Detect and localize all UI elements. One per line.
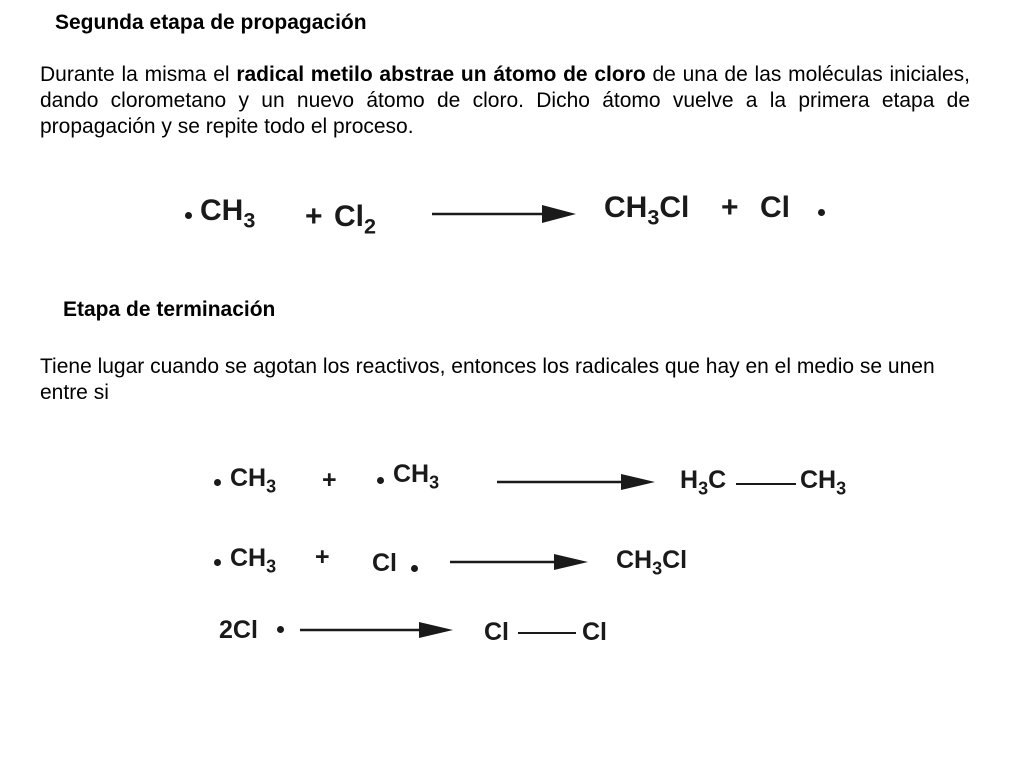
section-title-propagation: Segunda etapa de propagación	[55, 11, 367, 34]
radical-dot	[377, 477, 384, 484]
radical-dot	[411, 565, 418, 572]
radical-dot	[185, 212, 192, 219]
radical-dot	[214, 559, 221, 566]
reactant-methyl-radical: $CH_3$	[230, 464, 277, 497]
reactant-chlorine-radical: Cl	[372, 549, 397, 577]
single-bond	[736, 483, 796, 485]
product-chlorine-radical: Cl	[760, 191, 790, 224]
reaction-arrow-icon	[432, 202, 582, 226]
reactant-methyl-radical: $CH_3$	[200, 194, 256, 233]
radical-dot	[277, 626, 284, 633]
reactant-chlorine: $Cl_2$	[334, 200, 377, 239]
radical-dot	[818, 209, 825, 216]
paragraph-text: Durante la misma el	[40, 63, 230, 86]
reaction-arrow-icon	[300, 619, 460, 641]
plus-sign: +	[305, 200, 323, 233]
product-chloromethane: $CH_3Cl$	[604, 191, 690, 230]
paragraph-text: de una de las moléculas iniciales, dando clorometano y un nuevo átomo de cloro. Dicho átomo vuelve a la primera etapa de propagación y se repite todo el proceso.	[40, 63, 970, 138]
radical-dot	[214, 479, 221, 486]
product-ethane-right: $CH_3$	[800, 466, 847, 499]
product-chloromethane: $CH_3Cl$	[616, 546, 688, 579]
section-title-termination: Etapa de terminación	[63, 298, 276, 321]
plus-sign: +	[721, 191, 739, 224]
product-ethane-left: $H_3C$	[680, 466, 727, 499]
reaction-arrow-icon	[497, 471, 662, 493]
reaction-arrow-icon	[450, 551, 595, 573]
plus-sign: +	[322, 466, 337, 494]
reactant-methyl-radical: $CH_3$	[230, 544, 277, 577]
reactant-methyl-radical: $CH_3$	[393, 460, 440, 493]
reactant-chlorine-atoms: 2Cl	[219, 616, 258, 644]
propagation-paragraph	[40, 62, 970, 140]
product-chlorine-right: Cl	[582, 618, 607, 646]
plus-sign: +	[315, 543, 330, 571]
product-chlorine-left: Cl	[484, 618, 509, 646]
single-bond	[518, 632, 576, 634]
paragraph-bold-text: radical metilo abstrae un átomo de cloro	[236, 63, 646, 86]
termination-paragraph: Tiene lugar cuando se agotan los reactivos, entonces los radicales que hay en el medio se unen entre si	[40, 355, 935, 404]
